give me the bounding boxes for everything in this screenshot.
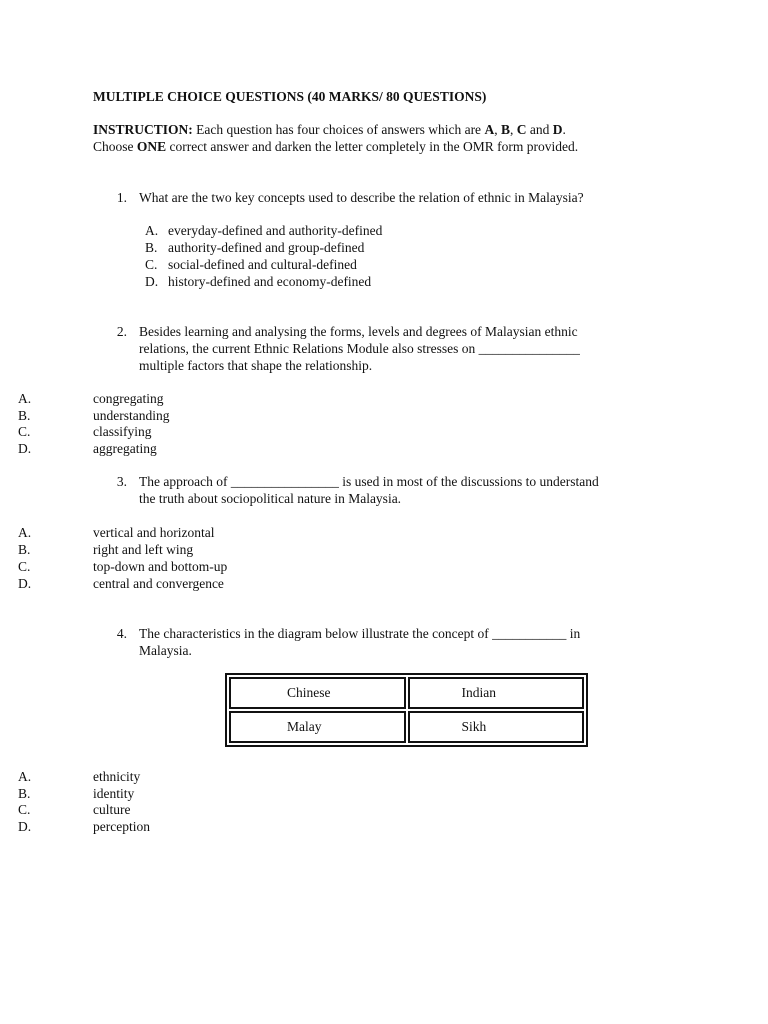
ethnic-diagram-table [225,673,588,747]
question-text: Malaysia. [139,643,192,658]
diagram-cell: Chinese [229,677,406,709]
choice-c-label: C [516,122,527,137]
question-number: 1. [116,190,127,205]
option-letter: B. [145,240,158,255]
question-text: What are the two key concepts used to describe the relation of ethnic in Malaysia? [139,190,584,205]
separator: , [509,122,517,137]
diagram-row [229,677,584,709]
option-letter: C. [18,424,31,439]
instruction-text: correct answer and darken the letter completely in the OMR form provided. [166,139,579,154]
instruction-text: Choose [93,139,137,154]
question-number: 2. [116,324,127,339]
option-letter: B. [18,408,31,423]
diagram-row [229,711,584,743]
option-letter: A. [145,223,159,238]
option-text: right and left wing [93,542,194,557]
option-text: everyday-defined and authority-defined [168,223,383,238]
option-letter: C. [18,802,31,817]
choice-b-label: B [500,122,510,137]
option-text: social-defined and cultural-defined [168,257,357,272]
option-letter: D. [18,576,32,591]
option-letter: A. [18,769,32,784]
separator: , [494,122,501,137]
option-letter: A. [18,525,32,540]
option-letter: D. [145,274,159,289]
instruction-one: ONE [136,139,167,154]
option-letter: D. [18,819,32,834]
question-text: the truth about sociopolitical nature in Malaysia. [139,491,402,506]
option-letter: B. [18,542,31,557]
option-text: culture [93,802,131,817]
question-text: multiple factors that shape the relationship. [139,358,373,373]
diagram-cell: Sikh [408,711,585,743]
instruction-line-1 [93,121,566,138]
choice-d-label: D [552,122,563,137]
diagram-cell: Malay [229,711,406,743]
question-text: The characteristics in the diagram below illustrate the concept of ___________ in [139,626,581,641]
option-text: ethnicity [93,769,141,784]
option-text: classifying [93,424,152,439]
instruction-label: INSTRUCTION: [93,122,193,137]
instruction-text: Each question has four choices of answers which are [192,122,485,137]
separator: and [526,122,553,137]
option-letter: D. [18,441,32,456]
option-text: vertical and horizontal [93,525,215,540]
option-text: history-defined and economy-defined [168,274,372,289]
option-letter: A. [18,391,32,406]
option-text: congregating [93,391,164,406]
option-text: perception [93,819,150,834]
question-text: relations, the current Ethnic Relations Module also stresses on _______________ [139,341,580,356]
option-text: aggregating [93,441,157,456]
page-title: MULTIPLE CHOICE QUESTIONS (40 MARKS/ 80 QUESTIONS) [93,89,487,104]
option-text: central and convergence [93,576,224,591]
instruction-line-2 [93,138,578,155]
option-letter: B. [18,786,31,801]
option-letter: C. [18,559,31,574]
option-text: identity [93,786,135,801]
option-text: authority-defined and group-defined [168,240,365,255]
separator: . [562,122,566,137]
choice-a-label: A [484,122,495,137]
option-text: understanding [93,408,170,423]
option-letter: C. [145,257,158,272]
question-text: The approach of ________________ is used in most of the discussions to understand [139,474,599,489]
question-number: 4. [116,626,127,641]
option-text: top-down and bottom-up [93,559,228,574]
question-text: Besides learning and analysing the forms, levels and degrees of Malaysian ethnic [139,324,578,339]
question-number: 3. [116,474,127,489]
diagram-cell: Indian [408,677,585,709]
